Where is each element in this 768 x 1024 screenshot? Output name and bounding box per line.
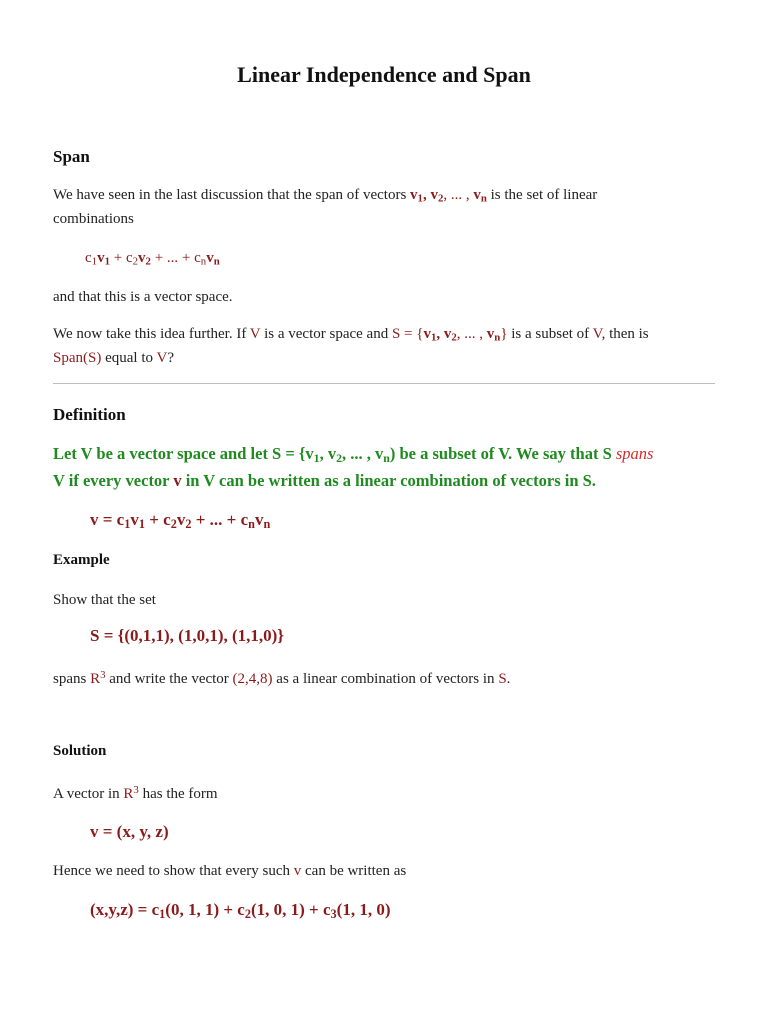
linear-combination: $c_1v_1 + c_2v_2$ + ... + $c_nv_n$ bbox=[85, 250, 220, 268]
spans-term: spans bbox=[615, 444, 654, 463]
definition-heading: Definition bbox=[53, 405, 126, 424]
intro-text-a: We have seen in the last discussion that the span of vectors bbox=[53, 187, 411, 203]
page-title: Linear Independence and Span bbox=[237, 62, 531, 87]
definition-equation: $v = c_1v_1 + c_2v_2$ + ... + $c_nv_n$ bbox=[90, 510, 271, 532]
intro-text-end: is the set of linear bbox=[486, 187, 598, 203]
vector-form: v = (x, y, z) bbox=[90, 822, 169, 841]
example-prompt: Show that the set bbox=[53, 592, 156, 608]
set-s-definition: $S = \{v_1$, $v_2$, ... , $v_n$} bbox=[391, 326, 508, 344]
example-heading: Example bbox=[53, 552, 110, 568]
solution-line-1: A vector in $R^3$ has the form bbox=[53, 784, 218, 802]
question-line-1: We now take this idea further. If V is a vector space and $S = \{v_1$, $v_2$, ... , $v_n$} is a subset of V, then is bbox=[53, 326, 649, 344]
solution-heading: Solution bbox=[53, 743, 107, 759]
section-divider bbox=[53, 383, 715, 384]
vector-list: $v_1$, $v_2$, ... , $v_n$ bbox=[410, 187, 487, 205]
intro-line-1 bbox=[53, 183, 597, 207]
question-line-2: Span(S) equal to V? bbox=[53, 350, 174, 366]
example-set: S = {(0,1,1), (1,0,1), (1,1,0)} bbox=[90, 626, 285, 645]
definition-line-1: Let V be a vector space and let $S = \{v_1$, $v_2$, ... , $v_n$) be a subset of V. We say that S spans bbox=[53, 444, 654, 465]
span-heading: Span bbox=[53, 147, 90, 166]
solution-line-2: Hence we need to show that every such v can be written as bbox=[53, 863, 407, 879]
definition-line-2: V if every vector v in V can be written as a linear combination of vectors in S. bbox=[53, 471, 596, 490]
vector-space-statement: and that this is a vector space. bbox=[53, 289, 233, 305]
example-task: spans $R^3$ and write the vector (2,4,8) as a linear combination of vectors in S. bbox=[53, 669, 511, 687]
intro-line-2: combinations bbox=[53, 211, 134, 227]
final-equation: $(x,y,z) = c_1(0$, 1, $1) + c_2(1$, 0, $1) + c_3(1$, 1, 0) bbox=[90, 900, 391, 922]
